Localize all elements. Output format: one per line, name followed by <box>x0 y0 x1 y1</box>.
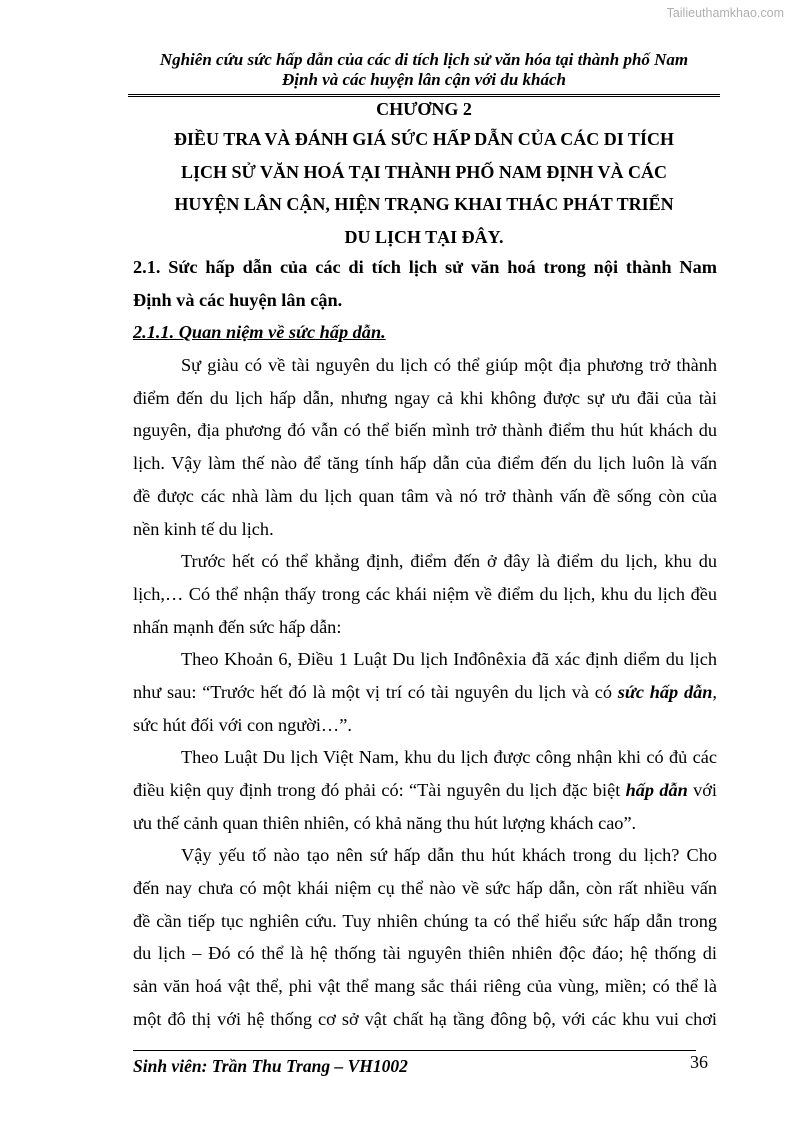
paragraph-line: đến nay chưa có một khái niệm cụ thể nào về sức hấp dẫn, còn rất nhiều vấn <box>133 878 717 899</box>
paragraph-line: Trước hết có thể khẳng định, điểm đến ở đây là điểm du lịch, khu du <box>181 551 717 572</box>
document-body <box>133 251 717 1036</box>
paragraph-line <box>133 676 717 709</box>
paragraph-line: nhấn mạnh đến sức hấp dẫn: <box>133 616 342 637</box>
page-number: 36 <box>690 1052 708 1072</box>
paragraph-line: ưu thế cảnh quan thiên nhiên, có khả năng thu hút lượng khách cao”. <box>133 812 637 833</box>
paragraph-line: nền kinh tế du lịch. <box>133 518 274 539</box>
paragraph-line: đề được các nhà làm du lịch quan tâm và nó trở thành vấn đề sống còn của <box>133 485 717 506</box>
footer-student: Sinh viên: Trần Thu Trang – VH1002 <box>133 1056 408 1076</box>
chapter-title <box>140 123 708 254</box>
paragraph-line: Theo Khoản 6, Điều 1 Luật Du lịch Inđônêxia đã xác định diểm du lịch <box>181 649 717 670</box>
text-segment: như sau: “Trước hết đó là một vị trí có tài nguyên du lịch và có <box>133 681 618 702</box>
chapter-label: CHƯƠNG 2 <box>376 99 472 119</box>
footer-divider <box>133 1050 696 1051</box>
paragraph-line: Sự giàu có về tài nguyên du lịch có thể giúp một địa phương trở thành <box>181 355 717 376</box>
text-segment: , <box>712 681 717 702</box>
paragraph-line: một đô thị với hệ thống cơ sở vật chất hạ tầng đông bộ, với các khu vui chơi <box>133 1008 717 1029</box>
header-line-1: Nghiên cứu sức hấp dẫn của các di tích lịch sử văn hóa tại thành phố Nam <box>159 50 689 69</box>
chapter-title-line: ĐIỀU TRA VÀ ĐÁNH GIÁ SỨC HẤP DẪN CỦA CÁC DI TÍCH <box>174 129 674 149</box>
subsection-heading <box>133 316 717 349</box>
text-segment: điều kiện quy định trong đó phải có: “Tài nguyên du lịch đặc biệt <box>133 780 626 800</box>
paragraph-line: Theo Luật Du lịch Việt Nam, khu du lịch được công nhận khi có đủ các <box>181 747 717 768</box>
emphasis-text: hấp dẫn <box>625 780 688 800</box>
paragraph-line: nguyên, địa phương đó vẫn có thể biến mình trở thành điểm thu hút khách du <box>133 420 717 441</box>
section-heading-line: Định và các huyện lân cận. <box>133 289 343 310</box>
paragraph-line: lịch,… Có thể nhận thấy trong các khái niệm về điểm du lịch, khu du lịch đều <box>133 583 717 604</box>
watermark: Tailieuthamkhao.com <box>666 6 784 20</box>
paragraph-line <box>133 774 717 807</box>
paragraph-line: sức hút đối với con người…”. <box>133 714 352 735</box>
paragraph-line: lịch. Vậy làm thế nào để tăng tính hấp dẫn của điểm đến du lịch luôn là vấn <box>133 453 717 474</box>
header-line-2: Định và các huyện lân cận với du khách <box>282 70 566 89</box>
chapter-title-line: HUYỆN LÂN CẬN, HIỆN TRẠNG KHAI THÁC PHÁT TRIỂN <box>174 194 674 215</box>
chapter-title-line: LỊCH SỬ VĂN HOÁ TẠI THÀNH PHỐ NAM ĐỊNH VÀ CÁC <box>180 161 668 182</box>
emphasis-text: sức hấp dẫn <box>617 681 713 702</box>
paragraph-line: du lịch – Đó có thể là hệ thống tài nguyên thiên nhiên độc đáo; hệ thống di <box>133 943 717 964</box>
text-segment: với <box>687 780 717 800</box>
subsection-heading-text: 2.1.1. Quan niệm về sức hấp dẫn. <box>133 322 386 343</box>
chapter-title-line: DU LỊCH TẠI ĐÂY. <box>344 227 504 248</box>
section-heading-line: 2.1. Sức hấp dẫn của các di tích lịch sử văn hoá trong nội thành Nam <box>133 257 717 277</box>
paragraph-line: đề cần tiếp tục nghiên cứu. Tuy nhiên chúng ta có thể hiểu sức hấp dẫn trong <box>133 910 717 931</box>
running-header <box>128 50 720 90</box>
paragraph-line: Vậy yếu tố nào tạo nên sứ hấp dẫn thu hút khách trong du lịch? Cho <box>181 845 717 866</box>
paragraph-line: sản văn hoá vật thể, phi vật thể mang sắc thái riêng của vùng, miền; có thể là <box>133 976 717 997</box>
paragraph-line: điểm đến du lịch hấp dẫn, nhưng ngay cả khi không được sự ưu đãi của tài <box>133 387 717 408</box>
